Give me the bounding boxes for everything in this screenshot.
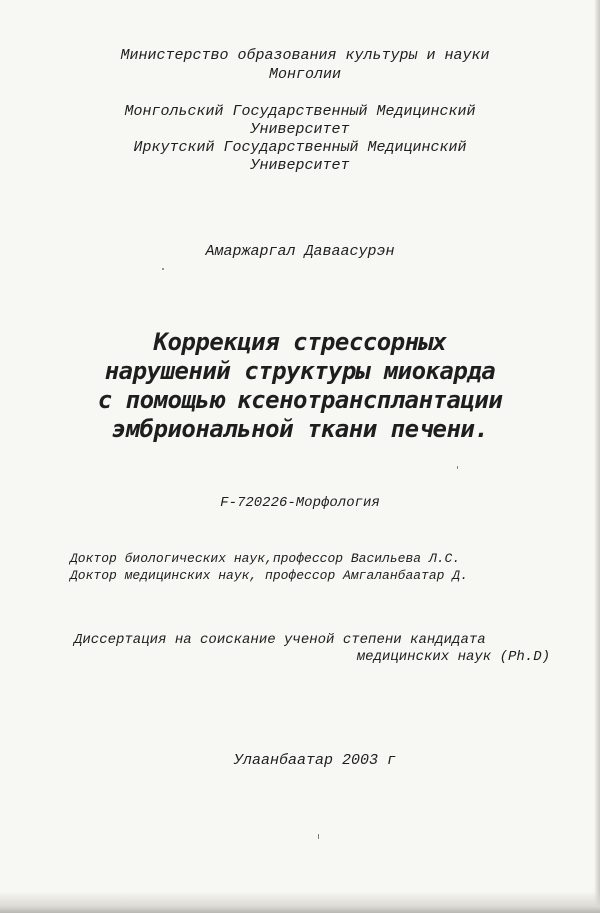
scan-speck (318, 834, 319, 839)
supervisor-line-1: Доктор биологических наук,профессор Васильева Л.С. (70, 551, 461, 566)
university-line-1: Монгольский Государственный Медицинский (124, 103, 476, 120)
title-line-1: Коррекция стрессорных (153, 328, 447, 356)
scan-speck (457, 466, 458, 469)
title-line-3: с помощью ксенотрансплантации (97, 386, 503, 414)
scan-speck (162, 268, 164, 270)
supervisor-line-2: Доктор медицинских наук, профессор Амгаланбаатар Д. (70, 568, 468, 583)
ministry-heading (0, 46, 600, 84)
scan-edge-bottom (0, 891, 600, 913)
university-line-3: Иркутский Государственный Медицинский (133, 139, 467, 156)
dissertation-statement (74, 632, 554, 666)
university-line-4: Университет (250, 157, 350, 174)
author-name: Амаржаргал Даваасурэн (205, 243, 395, 260)
universities-heading (0, 103, 600, 175)
dissertation-line-2: медицинских наук (Ph.D) (356, 649, 550, 665)
title-line-2: нарушений структуры миокарда (104, 357, 496, 385)
city-year: Улаанбаатар 2003 г (233, 752, 397, 769)
supervisors-block (70, 550, 468, 584)
ministry-line-2: Монголии (268, 66, 341, 83)
dissertation-title (0, 328, 600, 444)
title-line-4: эмбриональной ткани печени. (111, 415, 489, 443)
dissertation-line-1: Диссертация на соискание ученой степени кандидата (74, 632, 486, 648)
university-line-2: Университет (250, 121, 350, 138)
ministry-line-1: Министерство образования культуры и науки (120, 47, 490, 64)
specialty-code: F-720226-Морфология (220, 495, 380, 511)
